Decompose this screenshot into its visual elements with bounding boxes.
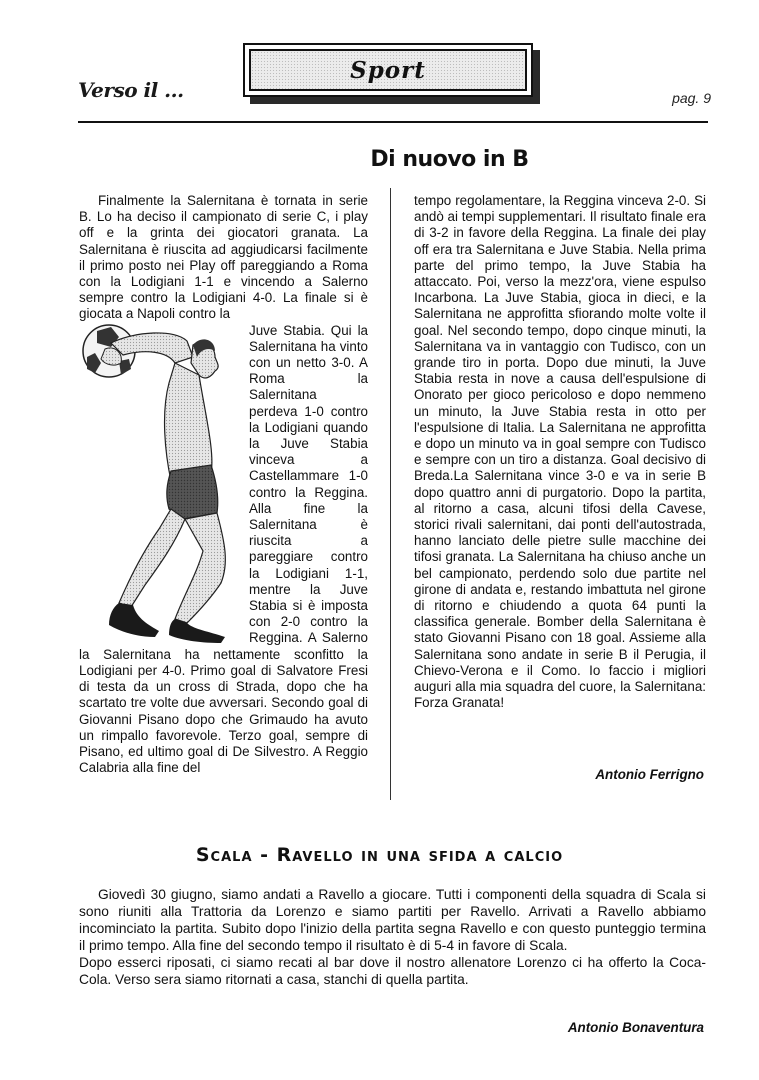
newsletter-logo: Verso il ... bbox=[78, 78, 184, 102]
soccer-player-icon bbox=[75, 323, 243, 643]
article2-author: Antonio Bonaventura bbox=[567, 1020, 704, 1035]
article-paragraph: tempo regolamentare, la Reggina vinceva 2-0. Si andò ai tempi supplementari. Il risultato finale era di 3-2 in favore della Reggina. La finale dei play off era tra Salernitana e Juve Stabia. Nella prima parte del primo tempo, la Juve Stabia ha attaccato. Poi, verso la mezz'ora, viene espulso Incarbona. La Juve Stabia, gioca in dieci, e la Salernitana ne approfitta sfiorando molte volte il goal. Nel secondo tempo, dopo cinque minuti, la Salernitana va in vantaggio con Tudisco, con un grande tiro in porta. Dopo due minuti, la Juve Stabia resta in nove a causa dell'espulsione di Onorato per gioco pericoloso e dopo nemmeno un minuto, la Juve Stabia resta in otto per l'espulsione di Italia. La Salernitana ne approfitta e dopo un minuto va in goal sempre con Tudisco e sempre con un tiro a distanza. Goal decisivo di Breda.La Salernitana vince 3-0 e va in serie B dopo quattro anni di purgatorio. Dopo la partita, al ritorno a casa, alcuni tifosi della Cavese, storici rivali salernitani, dai ponti dell'autostrada, hanno lanciato delle pietre sulle macchine dei tifosi granata. La Salernitana ha chiuso anche un bel campionato, perdendo solo due partite nel girone di andata e, restando imbattuta nel girone di ritorno e chiudendo a quota 64 punti la classifica generale. Bomber della Salernitana è stato Giovanni Pisano con 18 goal. Assieme alla Salernitana sono andate in serie B il Perugia, il Chievo-Verona e il Como. Io faccio i migliori auguri alla mia squadra del cuore, la Salernitana: Forza Granata! bbox=[414, 193, 706, 711]
section-box bbox=[243, 43, 533, 97]
article2-body bbox=[79, 886, 706, 988]
page-number: pag. 9 bbox=[672, 90, 711, 106]
header-rule bbox=[78, 121, 708, 123]
section-title: Sport bbox=[350, 56, 426, 84]
article2-paragraph: Dopo esserci riposati, ci siamo recati al bar dove il nostro allenatore Lorenzo ci ha offerto la Coca-Cola. Verso sera siamo ritornati a casa, stanchi di quella partita. bbox=[79, 955, 706, 987]
article-title-text: Di nuovo in B bbox=[370, 147, 529, 172]
article-left-column bbox=[79, 193, 368, 776]
article-author: Antonio Ferrigno bbox=[595, 767, 704, 782]
article-title bbox=[0, 147, 759, 172]
article-paragraph: Finalmente la Salernitana è tornata in serie B. Lo ha deciso il campionato di serie C, i play off e la grinta dei giocatori granata. La Salernitana è riuscita ad aggiudicarsi facilmente il primo posto nei Play off pareggiando a Roma con la Lodigiani 1-1 e vincendo a Salerno sempre contro la Lodigiani 4-0. La finale si è giocata a Napoli contro la bbox=[79, 193, 368, 322]
soccer-player-illustration bbox=[75, 323, 243, 643]
article-paragraph-wrapped: Juve Stabia. Qui la Salernitana ha vinto con un netto 3-0. A Roma la Salernitana perdeva 1-0 contro la Lodigiani quando la Juve Stabia vinceva a Castellammare 1-0 contro la Reggina. Alla fine la Salernitana è riuscita a pareggiare contro la Lodigiani 1-1, mentre la Juve Stabia si è imposta con 2-0 contro la Reggina. A Salerno la Salernitana ha nettamente sconfitto la Lodigiani per 4-0. Primo goal di Salvatore Fresi di testa da un cross di Strada, dopo che ha scartato tre volte due avversari. Secondo goal di Giovanni Pisano dopo che Grimaudo ha avuto un rimpallo favorevole. Terzo goal, sempre di Pisano, ed ultimo goal di De Silvestro. A Reggio Calabria alla fine del bbox=[79, 322, 368, 776]
column-divider bbox=[390, 188, 391, 800]
article-right-column bbox=[414, 193, 706, 712]
article2-paragraph: Giovedì 30 giugno, siamo andati a Ravello a giocare. Tutti i componenti della squadra di Scala si sono riuniti alla Trattoria da Lorenzo e siamo partiti per Ravello. Arrivati a Ravello abbiamo incominciato la partita. Subito dopo l'inizio della partita segna Ravello e con questo punteggio termina il primo tempo. Alla fine del secondo tempo il risultato è di 5-4 in favore di Scala. bbox=[79, 887, 706, 953]
section-box-inner bbox=[249, 49, 527, 91]
article2-title: Scala - Ravello in una sfida a calcio bbox=[195, 844, 564, 866]
